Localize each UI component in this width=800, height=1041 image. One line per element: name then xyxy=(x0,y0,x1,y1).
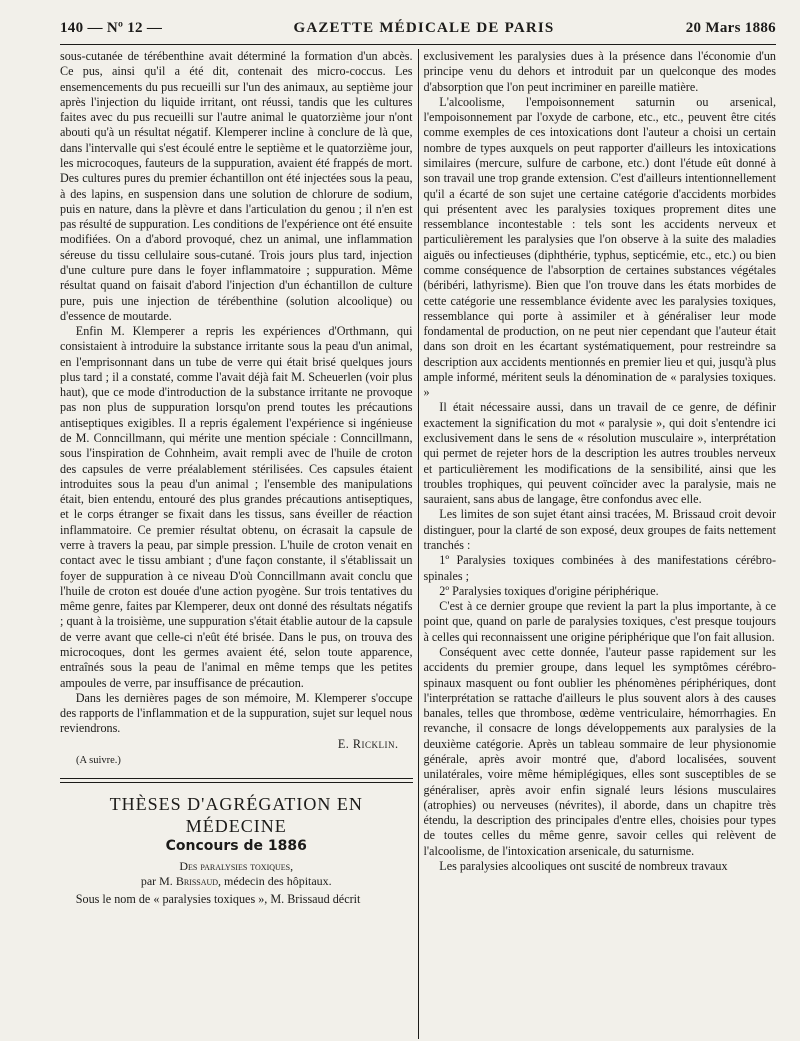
two-column-body xyxy=(60,49,776,1039)
issue-number: — Nº 12 — xyxy=(87,20,163,36)
running-head xyxy=(60,20,776,42)
list-item: 1º Paralysies toxiques combinées à des manifestations cérébro-spinales ; xyxy=(423,553,776,583)
author-signature: E. Ricklin. xyxy=(337,736,399,751)
section-title: THÈSES D'AGRÉGATION EN MÉDECINE xyxy=(109,794,363,837)
issue-date: 20 Mars 1886 xyxy=(685,20,776,36)
right-column xyxy=(424,49,777,1039)
paragraph: Enfin M. Klemperer a repris les expériences d'Orthmann, qui consistaient à introduire la substance irritante sous la peau d'un animal, en l'emprisonnant dans un tube de verre qui était brisé quelques jours plus tard ; il a constaté, comme l'avait déjà fait M. Scheuerlen (voir plus haut), que ce mode d'introduction de la substance irritante ne provoque pas non plus de suppuration lorsqu'on prend toutes les précautions antiseptiques exigibles. Il a repris également l'expérience si ingénieuse de M. Conncillmann, qui mérite une mention spéciale : Conncillmann, sous l'inspiration de Cohnheim, avait rempli avec de l'huile de croton des capsules de verre préalablement stérilisées. Ces capsules étaient introduites sous la peau d'un animal ; l'ensemble des manipulations était, bien entendu, entouré des plus grandes précautions antiseptiques, et le corps étranger se fixait dans les tissus, sans éveiller de réaction inflammatoire. Ce premier résultat obtenu, on écrasait la capsule de verre à travers la peau, par simple pression. L'huile de croton venait en contact avec le tissu ambiant ; d'une façon constante, il s'établissait un foyer de suppuration à ce niveau D'où Conncillmann avait conclu que l'huile de croton est douée d'une action pyogène. Sur trois tentatives du même genre, faites par Klemperer, deux ont donné des résultats négatifs ; quant à la troisième, une suppuration s'était établie autour de la capsule de verre avant que celle-ci n'eût été brisée. Dans le pus, on trouva des microcoques, dont les germes avaient été, selon toute apparence, entraînés sous la peau de l'animal en même temps que les petites ampoules de verre, par insuffisance de précaution. xyxy=(60,324,413,690)
paragraph: sous-cutanée de térébenthine avait déterminé la formation d'un abcès. Ce pus, ainsi qu'il a été dit, contenait des micro-coccus. Les ensemencements du pus recueilli sur l'un des animaux, au septième jour après l'injection du liquide irritant, ont réussi, tandis que les cultures faites avec du pus recueilli sur l'autre animal le quatorzième jour n'ont abouti qu'à un résultat négatif. Klemperer incline à conclure de là que, dans l'intervalle qui s'est écoulé entre le septième et le quatorzième jour, les microcoques, fauteurs de la suppuration, avaient été frappés de mort. Des cultures pures du premier échantillon ont été injectées sous la peau, à des lapins, en suspension dans une solution de chlorure de sodium, puis en nature, dans la plèvre et dans l'articulation du genou ; il n'en est pas résulté de suppuration. Les conditions de l'expérience ont été ensuite modifiées. On a d'abord provoqué, chez un animal, une inflammation séreuse du tissu cellulaire sous-cutané. Trois jours plus tard, injection d'une culture pure dans le foyer inflammatoire ; suppuration. Même résultat quand on faisait d'abord l'injection d'un échantillon de culture pure, puis une injection de térébenthine (solution alcoolique) ou d'essence de moutarde. xyxy=(60,49,413,323)
thesis-topic: Des paralysies toxiques, xyxy=(179,859,294,874)
list-item: 2º Paralysies toxiques d'origine périphérique. xyxy=(439,583,659,598)
paragraph: Dans les dernières pages de son mémoire, M. Klemperer s'occupe des rapports de l'inflammation et de la suppuration, sujet sur lequel nous reviendrons. xyxy=(60,690,413,736)
left-column xyxy=(60,49,413,1039)
page-number-group xyxy=(60,20,162,37)
to-be-continued-note: (A suivre.) xyxy=(76,754,121,766)
thesis-author-name: Brissaud, xyxy=(175,874,222,889)
column-rule xyxy=(418,49,419,1039)
section-subtitle: Concours de 1886 xyxy=(165,838,307,855)
journal-title: GAZETTE MÉDICALE DE PARIS xyxy=(293,20,555,36)
section-divider xyxy=(60,778,413,783)
paragraph: L'alcoolisme, l'empoisonnement saturnin ou arsenical, l'empoisonnement par l'oxyde de carbone, etc., etc., peuvent être cités comme exemples de ces intoxications dont l'auteur a choisi un certain nombre de types auxquels on peut rapporter d'ailleurs les intoxications similaires (mercure, sulfure de carbone, etc.) dont l'étude eût donné à son travail une trop grande extension. C'est d'ailleurs intentionnellement qu'il a écarté de son sujet une certaine catégorie d'accidents morbides qui présentent avec les paralysies toxiques proprement dites une ressemblance incontestable : tels sont les accidents nerveux et particulièrement les paralysies que l'on observe à la suite des maladies aiguës ou infectieuses (diphthérie, typhus, septicémie, etc., etc.) ou bien comme conséquence de l'absorption de certaines substances végétales (béribéri, lathyrisme). Bien que l'on trouve dans les états morbides de cette catégorie une ressemblance évidente avec les paralysies toxiques, ressemblance qui porte à assimiler et à généraliser leur mode fondamental de production, on ne peut nier cependant que l'auteur était dans son droit en les écartant systématiquement, pour restreindre sa description aux accidents mentionnés en premier lieu et qui, jusqu'à plus ample informé, méritent seuls la dénomination de « paralysies toxiques. » xyxy=(423,94,776,400)
thesis-author-line: par M. Brissaud, médecin des hôpitaux. xyxy=(140,874,332,889)
header-rule xyxy=(60,44,776,45)
paragraph: Sous le nom de « paralysies toxiques », M. Brissaud décrit xyxy=(75,892,361,907)
paragraph: C'est à ce dernier groupe que revient la part la plus importante, à ce point que, quand on parle de paralysies toxiques, c'est presque toujours à celles qui reconnaissent une origine périphérique que l'on fait allusion. xyxy=(423,599,776,644)
page-number: 140 xyxy=(60,20,84,36)
paragraph: Il était nécessaire aussi, dans un travail de ce genre, de définir exactement la signification du mot « paralysie », qui doit s'entendre ici exclusivement dans le sens de « résolution musculaire », interprétation qui permet de rejeter hors de la description les autres troubles nerveux et particulièrement les modifications de la sensibilité, ainsi que les troubles trophiques, qui peuvent coïncider avec la paralysie, mais ne sauraient, sans abus de langage, être confondus avec elle. xyxy=(423,400,776,507)
paragraph: Conséquent avec cette donnée, l'auteur passe rapidement sur les accidents du premier groupe, dans lequel les symptômes cérébro-spinaux masquent ou font oublier les phénomènes périphériques, dont l'interprétation se rattache d'ailleurs le plus souvent alors à des causes banales, telles que thrombose, œdème ventriculaire, hémorrhagies. En revanche, il consacre de longs développements aux paralysies de la deuxième catégorie. Après un tableau sommaire de leur physionomie générale, après avoir montré que, d'abord localisées, souvent unilatérales, voire même hémiplégiques, elles sont susceptibles de se généraliser, après avoir enfin signalé leurs lésions musculaires (atrophies) ou nerveuses (névrites), il aborde, dans un chapitre très étendu, la description des principales d'entre elles, choisies pour types de toutes celles du même genre, savoir celles qui relèvent de l'alcoolisme, de l'intoxication arsenicale, du saturnisme. xyxy=(423,644,776,858)
paragraph: Les paralysies alcooliques ont suscité de nombreux travaux xyxy=(439,858,728,873)
paragraph: Les limites de son sujet étant ainsi tracées, M. Brissaud croit devoir distinguer, pour la clarté de son exposé, deux groupes de faits nettement tranchés : xyxy=(423,507,776,552)
paragraph: exclusivement les paralysies dues à la présence dans l'économie d'un principe venu du dehors et introduit par un quelconque des modes d'absorption que l'on peut incriminer en pareille matière. xyxy=(423,49,776,94)
